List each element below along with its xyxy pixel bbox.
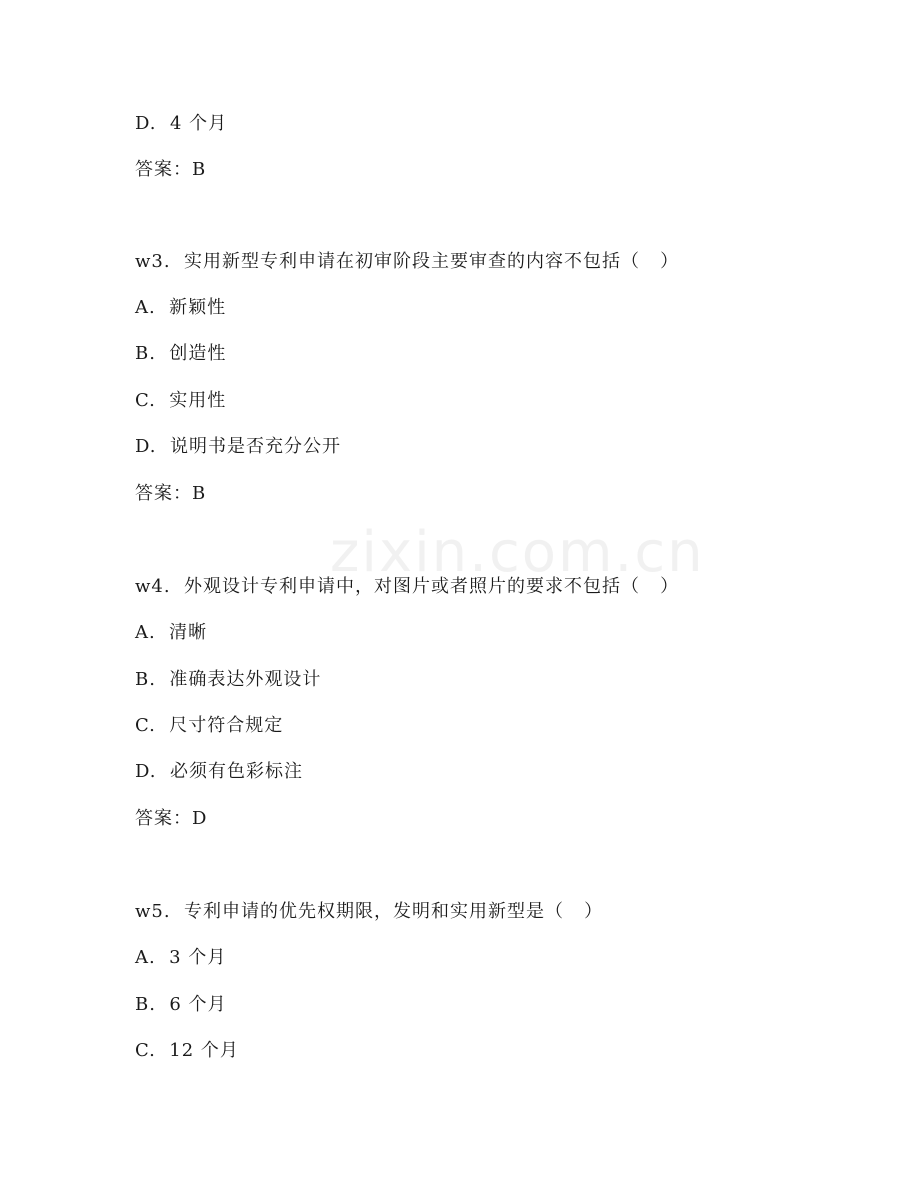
q4-option-d: D. 必须有色彩标注 [135, 761, 303, 782]
q4-answer: 答案：D [135, 808, 208, 829]
q3-option-b: B. 创造性 [135, 343, 227, 364]
q3-answer: 答案：B [135, 483, 207, 504]
q5-question: w5. 专利申请的优先权期限，发明和实用新型是（ ） [135, 901, 604, 922]
q5-option-b: B. 6 个月 [135, 994, 227, 1015]
q4-question: w4. 外观设计专利申请中，对图片或者照片的要求不包括（ ） [135, 576, 680, 597]
q4-option-b: B. 准确表达外观设计 [135, 669, 322, 690]
q4-option-a: A. 清晰 [135, 622, 208, 643]
q4-option-c: C. 尺寸符合规定 [135, 715, 284, 736]
q2-answer: 答案：B [135, 159, 207, 180]
q2-option-d: D. 4 个月 [135, 113, 228, 134]
q5-option-a: A. 3 个月 [135, 947, 227, 968]
watermark: zixin.com.cn [330, 520, 705, 585]
q5-option-c: C. 12 个月 [135, 1040, 239, 1061]
q3-option-c: C. 实用性 [135, 390, 227, 411]
q3-question: w3. 实用新型专利申请在初审阶段主要审查的内容不包括（ ） [135, 251, 680, 272]
q3-option-d: D. 说明书是否充分公开 [135, 436, 341, 457]
q3-option-a: A. 新颖性 [135, 297, 227, 318]
